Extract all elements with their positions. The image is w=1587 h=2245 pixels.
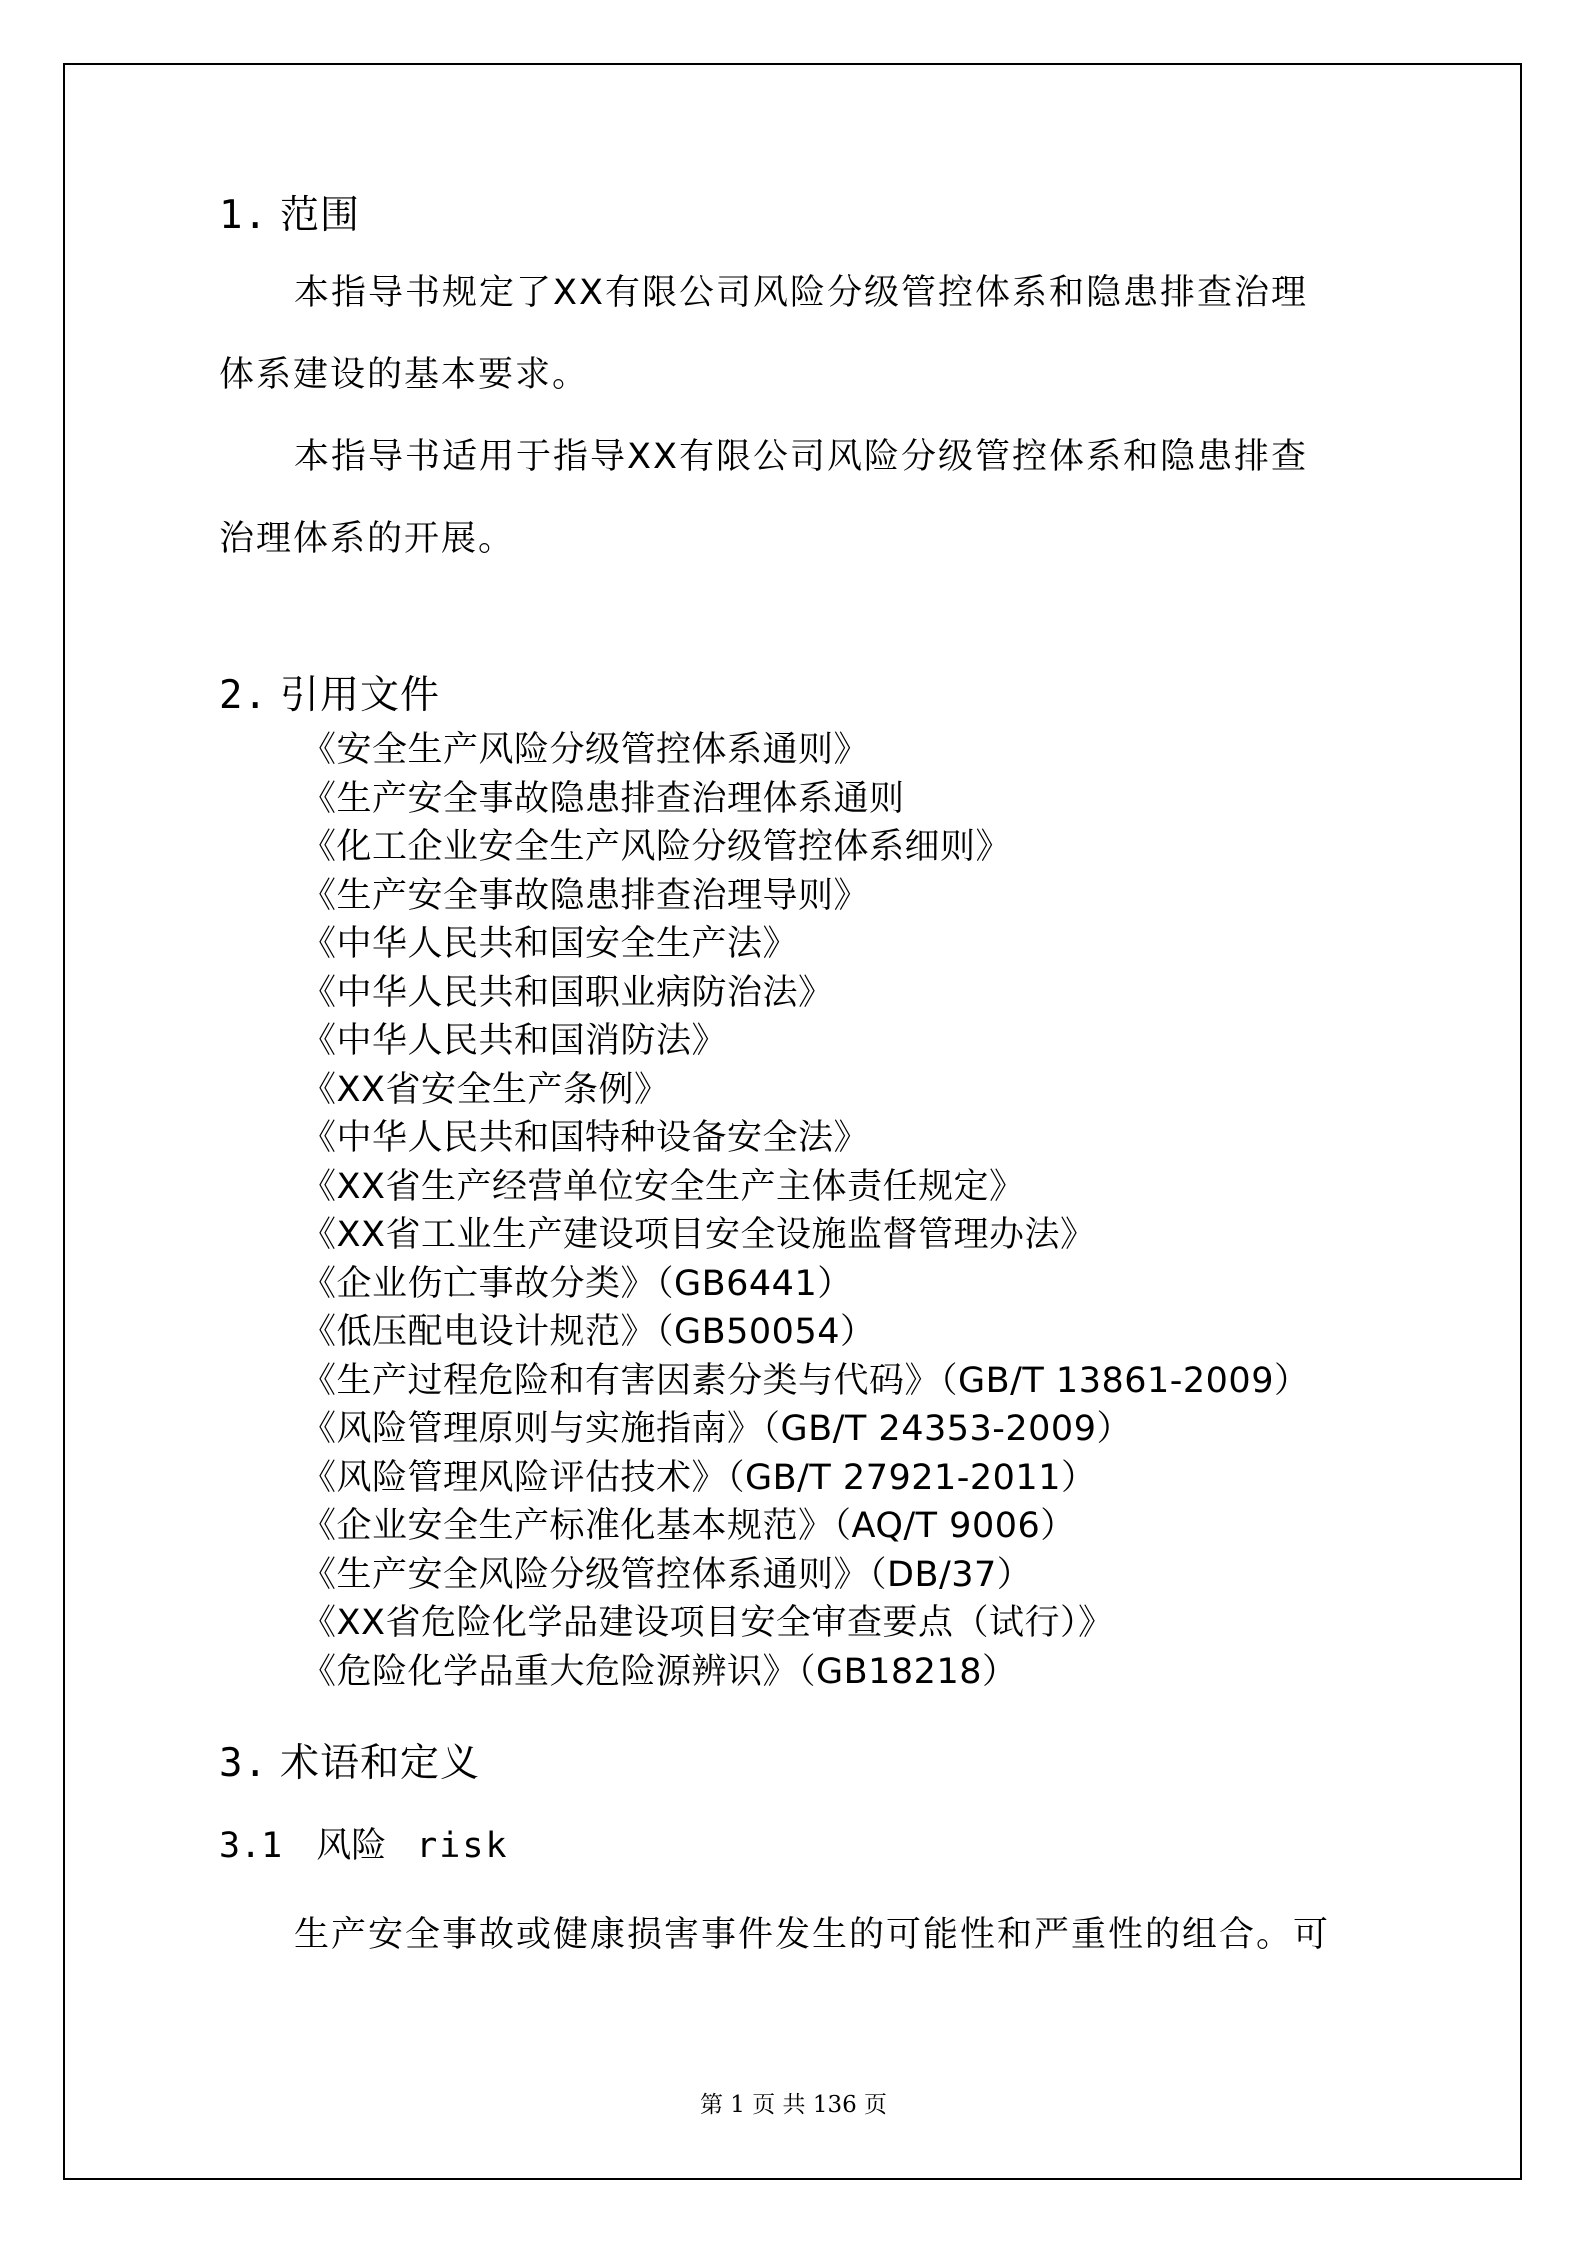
reference-item: 《XX省生产经营单位安全生产主体责任规定》 xyxy=(301,1166,1025,1207)
reference-item: 《生产安全风险分级管控体系通则》（DB/37） xyxy=(301,1554,1033,1595)
reference-item: 《企业安全生产标准化基本规范》（AQ/T 9006） xyxy=(301,1506,1076,1546)
section-2-title: 引用文件 xyxy=(279,673,440,718)
reference-item: 《中华人民共和国特种设备安全法》 xyxy=(301,1118,870,1158)
reference-item: 《生产安全事故隐患排查治理导则》 xyxy=(301,875,870,916)
section-1-number: 1. xyxy=(219,193,268,238)
section-3-title: 术语和定义 xyxy=(279,1741,480,1786)
paragraph-line: 本指导书适用于指导XX有限公司风险分级管控体系和隐患排查 xyxy=(294,437,1308,477)
reference-item: 《低压配电设计规范》（GB50054） xyxy=(301,1312,876,1352)
reference-item: 《中华人民共和国消防法》 xyxy=(301,1021,728,1061)
reference-item: 《安全生产风险分级管控体系通则》 xyxy=(301,730,870,770)
reference-item: 《化工企业安全生产风险分级管控体系细则》 xyxy=(301,827,1012,867)
section-2-number: 2. xyxy=(219,673,268,718)
paragraph-line: 治理体系的开展。 xyxy=(219,519,516,559)
reference-item: 《企业伤亡事故分类》（GB6441） xyxy=(301,1263,853,1304)
subsection-3-1-title: 风险 xyxy=(316,1826,387,1866)
paragraph-line: 体系建设的基本要求。 xyxy=(219,355,590,395)
section-1-paragraph-1 xyxy=(219,252,1349,416)
paragraph-line: 本指导书规定了XX有限公司风险分级管控体系和隐患排查治理 xyxy=(294,273,1308,313)
document-body xyxy=(219,190,1349,1976)
subsection-3-1-paragraph xyxy=(219,1894,1349,1976)
reference-list xyxy=(219,726,1349,1696)
subsection-3-1-heading xyxy=(219,1820,1349,1872)
reference-item: 《生产安全事故隐患排查治理体系通则 xyxy=(301,778,905,819)
reference-item: 《危险化学品重大危险源辨识》（GB18218） xyxy=(301,1651,1018,1692)
paragraph-line: 生产安全事故或健康损害事件发生的可能性和严重性的组合。可 xyxy=(294,1915,1331,1955)
reference-item: 《XX省工业生产建设项目安全设施监督管理办法》 xyxy=(301,1215,1096,1255)
reference-item: 《风险管理风险评估技术》（GB/T 27921-2011） xyxy=(301,1457,1097,1498)
subsection-3-1-title-en: risk xyxy=(416,1826,509,1866)
reference-item: 《风险管理原则与实施指南》（GB/T 24353-2009） xyxy=(301,1409,1132,1449)
subsection-3-1-number: 3.1 xyxy=(219,1826,283,1866)
section-1-heading xyxy=(219,190,1349,242)
section-3-heading xyxy=(219,1738,1349,1790)
page-number-footer: 第 1 页 共 136 页 xyxy=(699,2092,888,2118)
section-3-number: 3. xyxy=(219,1741,268,1786)
reference-item: 《XX省安全生产条例》 xyxy=(301,1069,670,1110)
reference-item: 《中华人民共和国职业病防治法》 xyxy=(301,972,834,1013)
reference-item: 《生产过程危险和有害因素分类与代码》（GB/T 13861-2009） xyxy=(301,1360,1310,1401)
reference-item: 《中华人民共和国安全生产法》 xyxy=(301,924,799,964)
section-1-paragraph-2 xyxy=(219,416,1349,580)
reference-item: 《XX省危险化学品建设项目安全审查要点（试行）》 xyxy=(301,1603,1114,1643)
section-1-title: 范围 xyxy=(279,193,360,238)
section-2-heading xyxy=(219,670,1349,722)
